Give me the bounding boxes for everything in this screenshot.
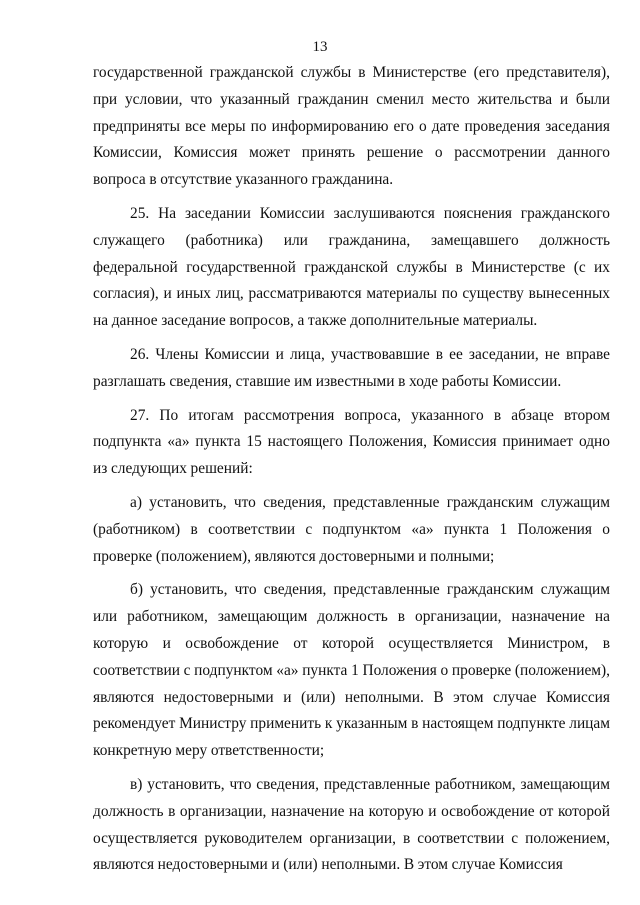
document-body: [93, 60, 610, 879]
subparagraph-v: в) установить, что сведения, представленные работником, замещающим должность в организации, назначение на которую и освобождение от которой осуществляется руководителем организации, в соответствии с положением, являются недостоверными и (или) неполными. В этом случае Комиссия: [93, 775, 610, 874]
page-number: 13: [312, 39, 328, 55]
paragraph-item-27: 27. По итогам рассмотрения вопроса, указанного в абзаце втором подпункта «а» пункта 15 настоящего Положения, Комиссия принимает одно из следующих решений:: [93, 406, 610, 478]
subparagraph-b: б) установить, что сведения, представленные гражданским служащим или работником, замещающим должность в организации, назначение на которую и освобождение от которой осуществляется Министром, в соответствии с подпунктом «а» пункта 1 Положения о проверке (положением), являются недостоверными и (или) неполными. В этом случае Комиссия рекомендует Министру применить к указанным в настоящем подпункте лицам конкретную меру ответственности;: [93, 581, 610, 760]
subparagraph-a: а) установить, что сведения, представленные гражданским служащим (работником) в соответствии с подпунктом «а» пункта 1 Положения о проверке (положением), являются достоверными и полными;: [93, 493, 610, 565]
paragraph-item-25: 25. На заседании Комиссии заслушиваются пояснения гражданского служащего (работника) или гражданина, замещавшего должность федеральной государственной гражданской службы в Министерстве (с их согласия), и иных лиц, рассматриваются материалы по существу вынесенных на данное заседание вопросов, а также дополнительные материалы.: [93, 204, 610, 330]
paragraph-item-26: 26. Члены Комиссии и лица, участвовавшие в ее заседании, не вправе разглашать сведения, ставшие им известными в ходе работы Комиссии.: [93, 345, 610, 390]
paragraph-continuation: государственной гражданской службы в Министерстве (его представителя), при условии, что указанный гражданин сменил место жительства и были предприняты все меры по информированию его о дате проведения заседания Комиссии, Комиссия может принять решение о рассмотрении данного вопроса в отсутствие указанного гражданина.: [93, 64, 610, 189]
